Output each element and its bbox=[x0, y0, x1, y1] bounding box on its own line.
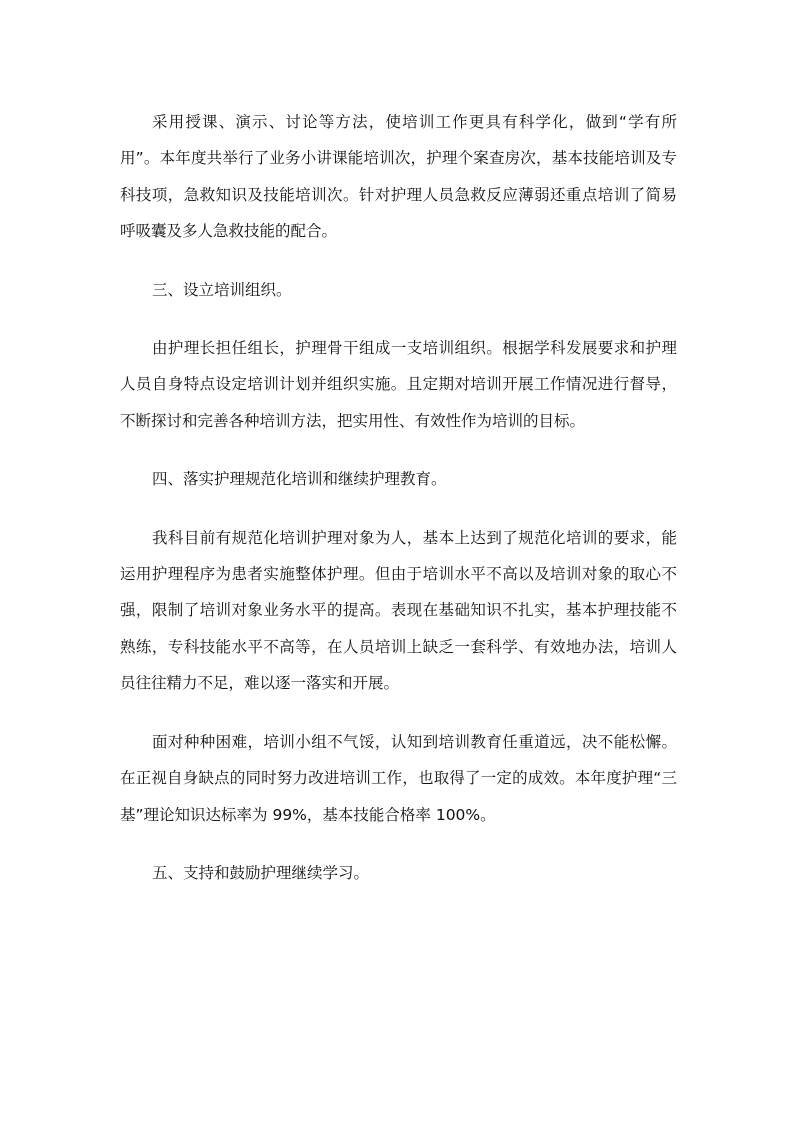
body-paragraph-4: 面对种种困难，培训小组不气馁，认知到培训教育任重道远，决不能松懈。在正视自身缺点的同时努力改进培训工作，也取得了一定的成效。本年度护理“三基”理论知识达标率为 99%，基本技能合格率 100%。 bbox=[120, 732, 677, 824]
section-heading-4: 四、落实护理规范化培训和继续护理教育。 bbox=[152, 470, 447, 489]
body-paragraph-3: 我科目前有规范化培训护理对象为人，基本上达到了规范化培训的要求，能运用护理程序为患者实施整体护理。但由于培训水平不高以及培训对象的取心不强，限制了培训对象业务水平的提高。表现在基础知识不扎实，基本护理技能不熟练，专科技能水平不高等，在人员培训上缺乏一套科学、有效地办法，培训人员往往精力不足，难以逐一落实和开展。 bbox=[120, 528, 677, 693]
section-heading-5: 五、支持和鼓励护理继续学习。 bbox=[152, 863, 370, 882]
body-paragraph-1: 采用授课、演示、讨论等方法，使培训工作更具有科学化，做到“学有所用”。本年度共举行了业务小讲课能培训次，护理个案查房次，基本技能培训及专科技项，急救知识及技能培训次。针对护理人员急救反应薄弱还重点培训了简易呼吸囊及多人急救技能的配合。 bbox=[120, 113, 677, 241]
document-content bbox=[120, 104, 677, 891]
section-heading-3: 三、设立培训组织。 bbox=[152, 280, 292, 299]
body-paragraph-2: 由护理长担任组长，护理骨干组成一支培训组织。根据学科发展要求和护理人员自身特点设定培训计划并组织实施。且定期对培训开展工作情况进行督导，不断探讨和完善各种培训方法，把实用性、有效性作为培训的目标。 bbox=[120, 339, 677, 430]
